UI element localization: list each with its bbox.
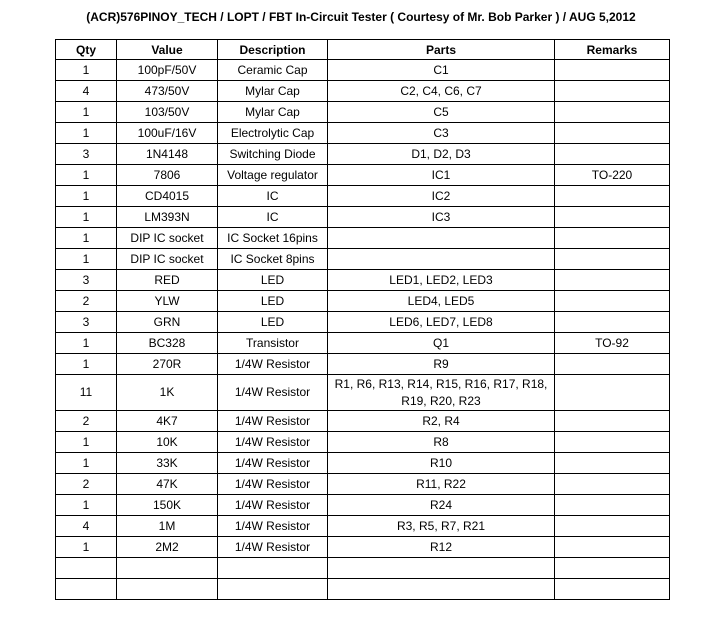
value-cell: 47K <box>117 474 218 495</box>
qty-cell: 11 <box>56 375 117 411</box>
parts-cell: IC1 <box>328 165 555 186</box>
table-row <box>56 474 670 495</box>
empty-table-row <box>56 579 670 600</box>
parts-cell: LED4, LED5 <box>328 291 555 312</box>
parts-cell <box>328 228 555 249</box>
value-cell: 100uF/16V <box>117 123 218 144</box>
description-cell: LED <box>218 291 328 312</box>
parts-cell: D1, D2, D3 <box>328 144 555 165</box>
remarks-cell: TO-92 <box>555 333 670 354</box>
qty-cell: 1 <box>56 249 117 270</box>
value-cell: 7806 <box>117 165 218 186</box>
value-cell: 2M2 <box>117 537 218 558</box>
value-cell: 473/50V <box>117 81 218 102</box>
parts-cell: R12 <box>328 537 555 558</box>
value-cell: YLW <box>117 291 218 312</box>
description-cell: 1/4W Resistor <box>218 453 328 474</box>
description-cell: Switching Diode <box>218 144 328 165</box>
description-cell: IC <box>218 207 328 228</box>
description-cell: IC <box>218 186 328 207</box>
remarks-cell <box>555 495 670 516</box>
description-cell: Voltage regulator <box>218 165 328 186</box>
qty-cell: 1 <box>56 207 117 228</box>
empty-table-row <box>56 558 670 579</box>
description-cell <box>218 558 328 579</box>
value-cell: DIP IC socket <box>117 249 218 270</box>
remarks-cell <box>555 579 670 600</box>
table-row <box>56 207 670 228</box>
value-cell: 1N4148 <box>117 144 218 165</box>
qty-cell: 1 <box>56 333 117 354</box>
value-cell: RED <box>117 270 218 291</box>
qty-cell: 3 <box>56 144 117 165</box>
parts-cell <box>328 579 555 600</box>
description-cell: Mylar Cap <box>218 102 328 123</box>
table-row <box>56 165 670 186</box>
value-cell: CD4015 <box>117 186 218 207</box>
remarks-cell <box>555 123 670 144</box>
value-cell: 100pF/50V <box>117 60 218 81</box>
description-cell: LED <box>218 312 328 333</box>
table-row <box>56 354 670 375</box>
parts-cell: C5 <box>328 102 555 123</box>
value-cell: 150K <box>117 495 218 516</box>
parts-cell: LED1, LED2, LED3 <box>328 270 555 291</box>
qty-cell <box>56 558 117 579</box>
remarks-cell <box>555 432 670 453</box>
remarks-cell <box>555 186 670 207</box>
qty-cell: 1 <box>56 165 117 186</box>
description-cell <box>218 579 328 600</box>
description-cell: Electrolytic Cap <box>218 123 328 144</box>
remarks-cell <box>555 312 670 333</box>
qty-column-header: Qty <box>56 40 117 60</box>
value-cell: BC328 <box>117 333 218 354</box>
description-cell: 1/4W Resistor <box>218 432 328 453</box>
qty-cell: 1 <box>56 354 117 375</box>
value-cell: 4K7 <box>117 411 218 432</box>
remarks-cell <box>555 228 670 249</box>
parts-cell: C2, C4, C6, C7 <box>328 81 555 102</box>
table-row <box>56 495 670 516</box>
remarks-cell <box>555 207 670 228</box>
parts-cell: R10 <box>328 453 555 474</box>
table-row <box>56 60 670 81</box>
remarks-cell <box>555 270 670 291</box>
description-column-header: Description <box>218 40 328 60</box>
remarks-column-header: Remarks <box>555 40 670 60</box>
description-cell: 1/4W Resistor <box>218 495 328 516</box>
remarks-cell <box>555 81 670 102</box>
remarks-cell <box>555 411 670 432</box>
parts-cell: R9 <box>328 354 555 375</box>
qty-cell: 1 <box>56 60 117 81</box>
description-cell: 1/4W Resistor <box>218 354 328 375</box>
parts-cell: C3 <box>328 123 555 144</box>
table-row <box>56 270 670 291</box>
remarks-cell <box>555 249 670 270</box>
qty-cell: 2 <box>56 291 117 312</box>
parts-list-table <box>55 39 670 600</box>
qty-cell: 1 <box>56 102 117 123</box>
parts-cell: C1 <box>328 60 555 81</box>
value-cell: 1K <box>117 375 218 411</box>
value-cell: LM393N <box>117 207 218 228</box>
table-row <box>56 186 670 207</box>
table-row <box>56 249 670 270</box>
parts-cell <box>328 558 555 579</box>
remarks-cell <box>555 102 670 123</box>
description-cell: 1/4W Resistor <box>218 474 328 495</box>
qty-cell: 2 <box>56 474 117 495</box>
qty-cell: 3 <box>56 270 117 291</box>
parts-cell: R1, R6, R13, R14, R15, R16, R17, R18, R19, R20, R23 <box>328 375 555 411</box>
table-row <box>56 102 670 123</box>
parts-cell: R11, R22 <box>328 474 555 495</box>
remarks-cell <box>555 516 670 537</box>
table-row <box>56 123 670 144</box>
qty-cell: 1 <box>56 186 117 207</box>
table-row <box>56 228 670 249</box>
table-row <box>56 312 670 333</box>
qty-cell: 4 <box>56 81 117 102</box>
description-cell: 1/4W Resistor <box>218 375 328 411</box>
qty-cell: 1 <box>56 432 117 453</box>
description-cell: 1/4W Resistor <box>218 537 328 558</box>
remarks-cell <box>555 453 670 474</box>
value-cell: DIP IC socket <box>117 228 218 249</box>
qty-cell: 1 <box>56 123 117 144</box>
table-header-row <box>56 40 670 60</box>
parts-cell: R3, R5, R7, R21 <box>328 516 555 537</box>
value-cell: 103/50V <box>117 102 218 123</box>
remarks-cell <box>555 558 670 579</box>
table-row <box>56 453 670 474</box>
description-cell: 1/4W Resistor <box>218 516 328 537</box>
qty-cell: 1 <box>56 495 117 516</box>
table-row <box>56 81 670 102</box>
remarks-cell <box>555 474 670 495</box>
parts-cell: R8 <box>328 432 555 453</box>
description-cell: IC Socket 16pins <box>218 228 328 249</box>
value-cell <box>117 579 218 600</box>
remarks-cell <box>555 60 670 81</box>
parts-cell: LED6, LED7, LED8 <box>328 312 555 333</box>
table-row <box>56 291 670 312</box>
parts-cell: R2, R4 <box>328 411 555 432</box>
description-cell: Transistor <box>218 333 328 354</box>
table-row <box>56 333 670 354</box>
value-cell: 1M <box>117 516 218 537</box>
parts-cell: R24 <box>328 495 555 516</box>
table-row <box>56 144 670 165</box>
parts-cell <box>328 249 555 270</box>
parts-cell: IC3 <box>328 207 555 228</box>
remarks-cell: TO-220 <box>555 165 670 186</box>
description-cell: 1/4W Resistor <box>218 411 328 432</box>
qty-cell: 1 <box>56 453 117 474</box>
table-row <box>56 411 670 432</box>
document-title: (ACR)576PINOY_TECH / LOPT / FBT In-Circuit Tester ( Courtesy of Mr. Bob Parker ) / AUG 5,2012 <box>86 10 636 24</box>
value-cell: 33K <box>117 453 218 474</box>
remarks-cell <box>555 291 670 312</box>
description-cell: IC Socket 8pins <box>218 249 328 270</box>
parts-cell: IC2 <box>328 186 555 207</box>
parts-column-header: Parts <box>328 40 555 60</box>
description-cell: Ceramic Cap <box>218 60 328 81</box>
qty-cell <box>56 579 117 600</box>
remarks-cell <box>555 375 670 411</box>
value-cell: 270R <box>117 354 218 375</box>
table-body <box>56 60 670 600</box>
qty-cell: 4 <box>56 516 117 537</box>
qty-cell: 1 <box>56 537 117 558</box>
description-cell: LED <box>218 270 328 291</box>
qty-cell: 3 <box>56 312 117 333</box>
value-cell: GRN <box>117 312 218 333</box>
value-cell <box>117 558 218 579</box>
qty-cell: 2 <box>56 411 117 432</box>
table-row <box>56 537 670 558</box>
remarks-cell <box>555 354 670 375</box>
value-cell: 10K <box>117 432 218 453</box>
remarks-cell <box>555 537 670 558</box>
value-column-header: Value <box>117 40 218 60</box>
remarks-cell <box>555 144 670 165</box>
table-row <box>56 375 670 411</box>
table-row <box>56 432 670 453</box>
description-cell: Mylar Cap <box>218 81 328 102</box>
table-row <box>56 516 670 537</box>
parts-cell: Q1 <box>328 333 555 354</box>
qty-cell: 1 <box>56 228 117 249</box>
